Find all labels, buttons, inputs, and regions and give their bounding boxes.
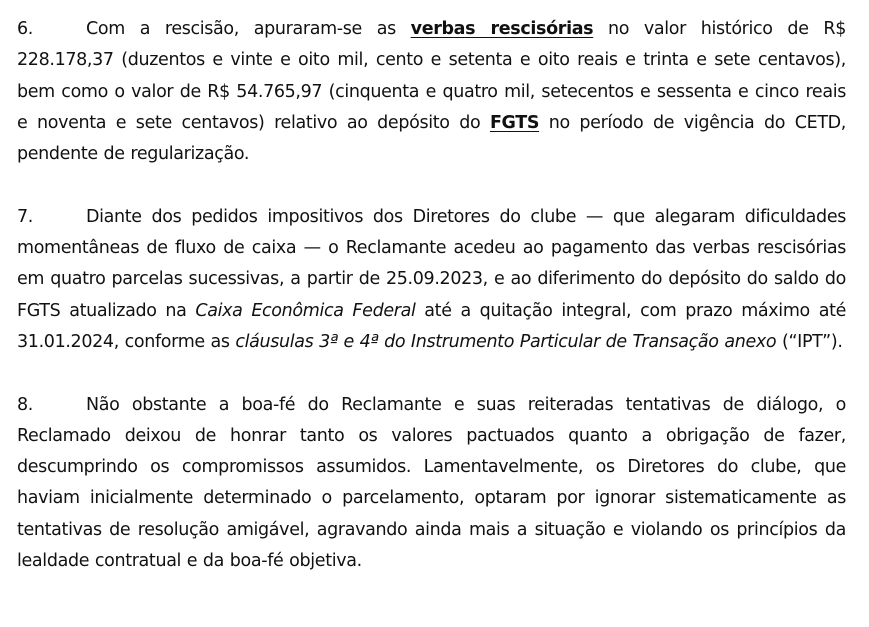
paragraph-8 xyxy=(17,390,846,578)
document-body xyxy=(17,14,846,609)
paragraph-number: 7. xyxy=(17,206,33,227)
text-segment: Com a rescisão, apuraram-se as xyxy=(86,19,411,39)
fgts-term: FGTS xyxy=(489,112,540,133)
paragraph-number: 8. xyxy=(17,394,33,415)
text-segment: no período de vigência do CETD, pendente de regularização. xyxy=(17,112,846,165)
text-segment: até a quitação integral, com prazo máximo até 31.01.2024, conforme as xyxy=(17,300,846,352)
text-segment: Diante dos pedidos impositivos dos Diretores do clube — que alegaram dificuldades momentâneas de fluxo de caixa — o Reclamante acedeu ao pagamento das verbas rescisórias em quatro parcelas sucessivas, a partir de 25.09.2023, e ao diferimento do depósito do saldo do FGTS atualizado na xyxy=(17,206,846,321)
paragraph-6 xyxy=(17,14,846,170)
paragraph-number: 6. xyxy=(17,19,33,39)
text-segment: Não obstante a boa-fé do Reclamante e suas reiteradas tentativas de diálogo, o Reclamado deixou de honrar tanto os valores pactuados quanto a obrigação de fazer, descumprindo os compromissos assumidos. Lamentavelmente, os Diretores do clube, que haviam inicialmente determinado o parcelamento, optaram por ignorar sistematicamente as tentativas de resolução amigável, agravando ainda mais a situação e violando os princípios da lealdade contratual e da boa-fé objetiva. xyxy=(17,394,846,572)
caixa-economica-federal-term: Caixa Econômica Federal xyxy=(195,300,416,321)
text-segment: no valor histórico de R$ 228.178,37 (duzentos e vinte e oito mil, cento e setenta e oito reais e trinta e sete centavos), bem como o valor de R$ 54.765,97 (cinquenta e quatro mil, setecentos e sessenta e cinco reais e noventa e sete centavos) relativo ao depósito do xyxy=(17,19,846,133)
verbas-rescisorias-term: verbas rescisórias xyxy=(410,19,594,39)
text-segment: (“IPT”). xyxy=(776,331,843,352)
paragraph-7 xyxy=(17,202,846,358)
clausulas-ipt-reference: cláusulas 3ª e 4ª do Instrumento Particular de Transação anexo xyxy=(235,331,777,352)
